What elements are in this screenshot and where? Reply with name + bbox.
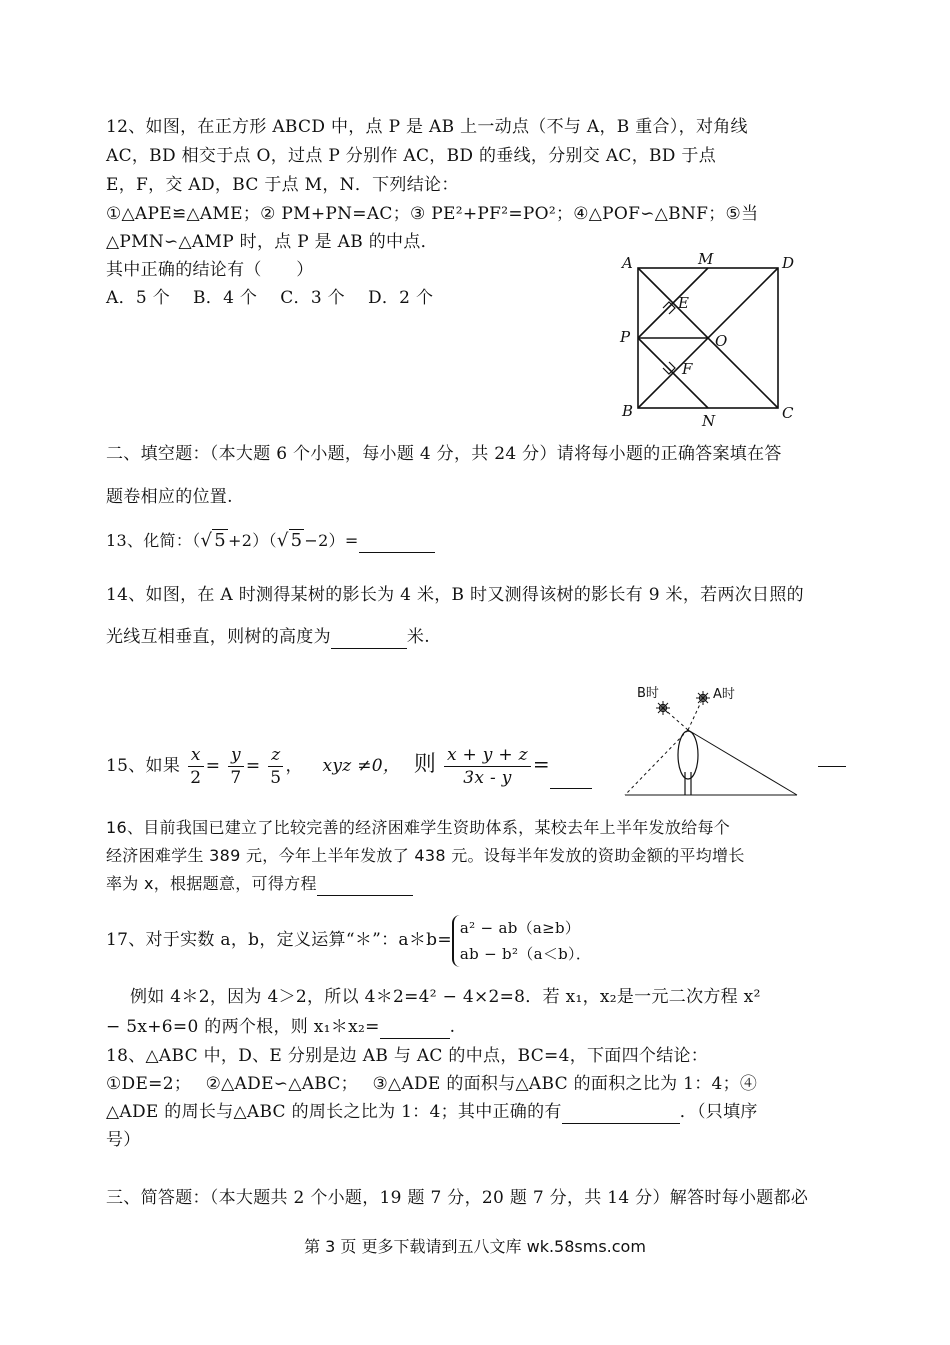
q15-answer-blank[interactable] [550, 744, 592, 789]
q13-radicand-1: 5 [214, 530, 227, 551]
q13-prefix: 13、化简：（ [106, 531, 201, 550]
q14-line-2a: 光线互相垂直，则树的高度为 [106, 627, 331, 647]
q13-mid-2: −2）= [304, 531, 359, 550]
q18-line-3 [106, 1101, 758, 1124]
q15 [106, 742, 592, 789]
q17-answer-blank[interactable] [380, 1016, 450, 1039]
q15-frac-4 [444, 744, 531, 789]
label-c: C [782, 404, 794, 422]
q16-line-3 [106, 873, 413, 896]
sun-icon [656, 701, 670, 715]
q12-options: A．5 个 B．4 个 C．3 个 D．2 个 [106, 288, 434, 308]
q15-frac-1 [188, 744, 204, 789]
q16-line-3-text: 率为 x，根据题意，可得方程 [106, 874, 317, 893]
q16-answer-blank[interactable] [317, 873, 413, 896]
q18-answer-blank[interactable] [562, 1101, 680, 1124]
frac-den: 7 [230, 768, 242, 788]
q17-case-1: a² − ab（a≥b） [459, 918, 581, 937]
q14-line-2 [106, 626, 430, 649]
q15-frac-3 [268, 744, 283, 789]
equals: = [245, 756, 261, 776]
sqrt-icon: √ 5 [200, 530, 227, 551]
sun-icon [696, 691, 710, 705]
q14-line-2b: 米. [406, 627, 430, 647]
label-f: F [682, 360, 693, 378]
q12-line-5: △PMN∽△AMP 时，点 P 是 AB 的中点． [106, 232, 438, 252]
label-b: B [622, 402, 634, 420]
equals: = [205, 756, 221, 776]
q12-line-3: E，F，交 AD，BC 于点 M，N．下列结论： [106, 175, 459, 195]
q17-line-3b: . [449, 1017, 456, 1037]
q15-blank-tail [818, 766, 846, 767]
section2-line-2: 题卷相应的位置. [106, 487, 233, 507]
section3-line-1: 三、简答题：（本大题共 2 个小题，19 题 7 分，20 题 7 分，共 14 分）解答时每小题都必 [106, 1188, 809, 1208]
label-p: P [620, 328, 631, 346]
comma: ， [285, 756, 303, 776]
equals: = [532, 752, 550, 776]
q18-line-4: 号） [106, 1130, 141, 1150]
q12-line-6: 其中正确的结论有（ ） [106, 260, 314, 280]
label-e: E [678, 294, 689, 312]
q15-frac-2 [228, 744, 244, 789]
q14-answer-blank[interactable] [331, 626, 407, 649]
q18-line-3b: ．（只填序 [679, 1102, 758, 1122]
q14-tree-figure [615, 680, 815, 802]
q17-line-3a: − 5x+6=0 的两个根，则 x₁＊x₂= [106, 1017, 380, 1037]
q16-line-1: 16、目前我国已建立了比较完善的经济困难学生资助体系，某校去年上半年发放给每个 [106, 818, 731, 837]
q12-line-4: ①△APE≌△AME；② PM+PN=AC；③ PE²+PF²=PO²；④△POF∽△BNF；⑤当 [106, 204, 759, 224]
frac-den: 3x - y [463, 768, 512, 788]
label-n: N [702, 412, 716, 428]
q12-square-figure [610, 248, 810, 428]
sqrt-icon: √ 5 [276, 530, 303, 551]
section2-line-1: 二、填空题：（本大题 6 个小题，每小题 4 分，共 24 分）请将每小题的正确答案填在答 [106, 444, 782, 464]
frac-den: 5 [270, 768, 282, 788]
q13-radicand-2: 5 [290, 530, 303, 551]
frac-num: y [228, 744, 244, 767]
frac-num: x [188, 744, 204, 767]
q14-line-1: 14、如图，在 A 时测得某树的影长为 4 米，B 时又测得该树的影长有 9 米，若两次日照的 [106, 585, 804, 605]
q17-piecewise [452, 915, 591, 967]
q12-line-1: 12、如图，在正方形 ABCD 中，点 P 是 AB 上一动点（不与 A，B 重合），对角线 [106, 117, 748, 137]
q17-line-3 [106, 1016, 455, 1039]
q16-line-2: 经济困难学生 389 元，今年上半年发放了 438 元。设每半年发放的资助金额的平均增长 [106, 846, 745, 865]
frac-num: z [268, 744, 283, 767]
q13 [106, 530, 435, 553]
label-d: D [782, 254, 795, 272]
label-m: M [698, 250, 714, 268]
frac-num: x + y + z [444, 744, 531, 767]
fig-a-label: A时 [713, 687, 735, 702]
fig-b-label: B时 [637, 686, 659, 701]
q17-line-2: 例如 4＊2，因为 4＞2，所以 4＊2=4² − 4×2=8．若 x₁，x₂是一元二次方程 x² [130, 987, 761, 1007]
q17-intro: 17、对于实数 a，b，定义运算“＊”：a＊b= [106, 930, 452, 950]
q13-answer-blank[interactable] [359, 530, 435, 553]
label-a: A [622, 254, 633, 272]
q18-line-1: 18、△ABC 中，D、E 分别是边 AB 与 AC 的中点，BC=4，下面四个结论： [106, 1046, 709, 1066]
q15-condition: xyz ≠0， [322, 756, 401, 776]
q18-line-2: ①DE=2； ②△ADE∽△ABC； ③△ADE 的面积与△ABC 的面积之比为 1：4；④ [106, 1074, 758, 1094]
q13-mid-1: +2）（ [228, 531, 277, 550]
q12-line-2: AC，BD 相交于点 O，过点 P 分别作 AC，BD 的垂线，分别交 AC，BD 于点 [106, 146, 717, 166]
q15-prefix: 15、如果 [106, 756, 181, 776]
page-footer: 第 3 页 更多下载请到五八文库 wk.58sms.com [304, 1237, 646, 1256]
frac-den: 2 [190, 768, 202, 788]
q17-line-1 [106, 914, 591, 967]
label-o: O [715, 332, 728, 350]
q15-then: 则 [413, 752, 437, 777]
q18-line-3a: △ADE 的周长与△ABC 的周长之比为 1：4；其中正确的有 [106, 1102, 562, 1122]
q17-case-2: ab − b²（a＜b）． [459, 944, 592, 963]
